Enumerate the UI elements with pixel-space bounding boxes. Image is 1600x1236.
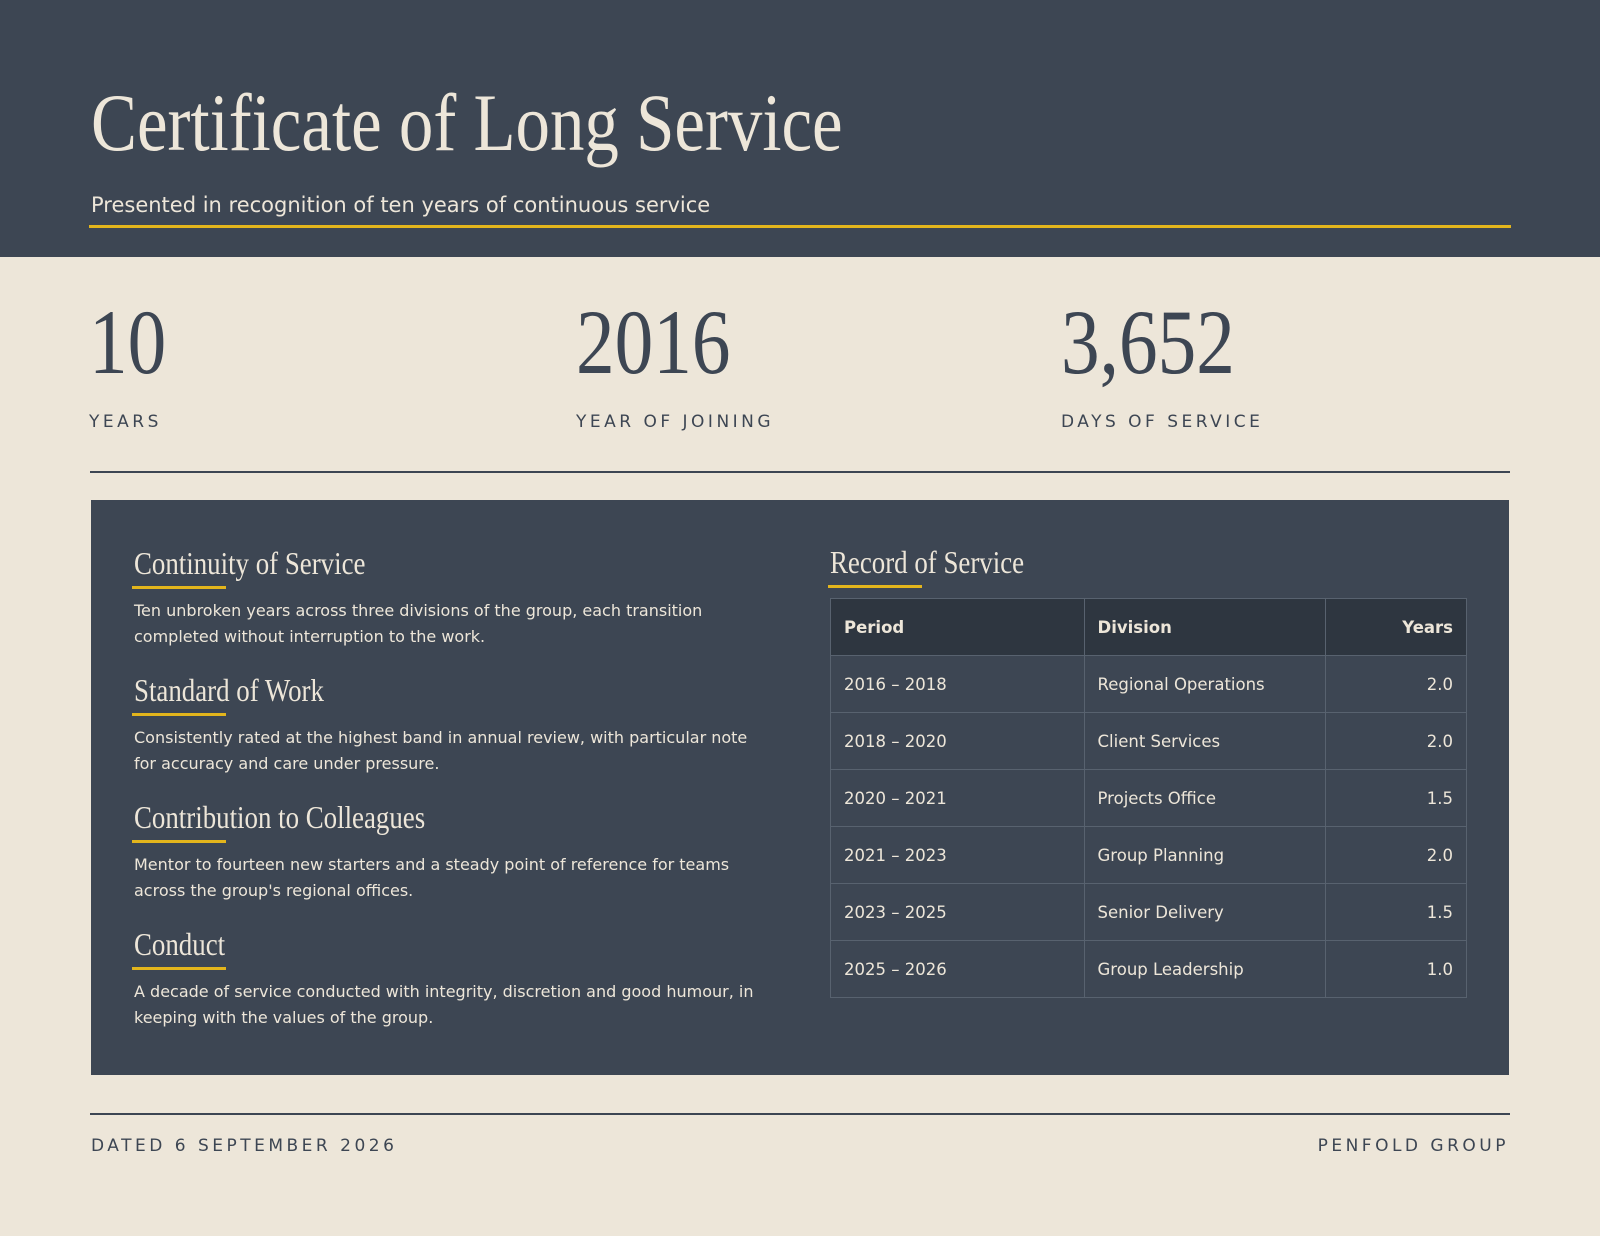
section-heading: Continuity of Service bbox=[134, 545, 366, 581]
service-table bbox=[830, 598, 1467, 998]
years-cell: 1.5 bbox=[1326, 770, 1467, 827]
section-heading: Contribution to Colleagues bbox=[134, 799, 426, 835]
column-header-period: Period bbox=[831, 599, 1085, 656]
division-cell: Group Planning bbox=[1084, 827, 1326, 884]
heading-accent bbox=[132, 840, 226, 843]
period-cell: 2016 – 2018 bbox=[831, 656, 1085, 713]
period-cell: 2023 – 2025 bbox=[831, 884, 1085, 941]
period-cell: 2018 – 2020 bbox=[831, 713, 1085, 770]
section-continuity bbox=[134, 544, 774, 649]
stat-label: DAYS OF SERVICE bbox=[1061, 412, 1264, 432]
section-body: Mentor to fourteen new starters and a steady point of reference for teams across the group's regional offices. bbox=[134, 855, 730, 900]
division-cell: Client Services bbox=[1084, 713, 1326, 770]
section-body: A decade of service conducted with integrity, discretion and good humour, in keeping with the values of the group. bbox=[134, 982, 754, 1027]
period-cell: 2025 – 2026 bbox=[831, 941, 1085, 998]
stat-years bbox=[89, 292, 181, 432]
section-heading: Standard of Work bbox=[134, 672, 324, 708]
division-cell: Regional Operations bbox=[1084, 656, 1326, 713]
certificate-title: Certificate of Long Service bbox=[91, 77, 843, 168]
stat-value: 10 bbox=[89, 291, 167, 393]
footer-divider bbox=[90, 1113, 1510, 1115]
table-row bbox=[831, 770, 1467, 827]
certificate-subtitle: Presented in recognition of ten years of continuous service bbox=[91, 193, 711, 217]
section-body: Ten unbroken years across three divisions of the group, each transition completed without interruption to the work. bbox=[134, 601, 703, 646]
years-cell: 1.5 bbox=[1326, 884, 1467, 941]
stat-label: YEAR OF JOINING bbox=[576, 412, 775, 432]
table-row bbox=[831, 827, 1467, 884]
divider bbox=[90, 471, 1510, 473]
column-header-years: Years bbox=[1326, 599, 1467, 656]
record-of-service bbox=[830, 543, 1467, 998]
certificate-date: DATED 6 SEPTEMBER 2026 bbox=[91, 1136, 398, 1156]
period-cell: 2020 – 2021 bbox=[831, 770, 1085, 827]
division-cell: Senior Delivery bbox=[1084, 884, 1326, 941]
section-body: Consistently rated at the highest band in annual review, with particular note for accuracy and care under pressure. bbox=[134, 728, 748, 773]
years-cell: 2.0 bbox=[1326, 713, 1467, 770]
table-row bbox=[831, 884, 1467, 941]
section-contribution bbox=[134, 798, 774, 903]
years-cell: 2.0 bbox=[1326, 656, 1467, 713]
stat-value: 2016 bbox=[576, 291, 731, 393]
stat-label: YEARS bbox=[89, 412, 162, 432]
division-cell: Group Leadership bbox=[1084, 941, 1326, 998]
header-accent-rule bbox=[89, 225, 1511, 228]
heading-accent bbox=[828, 585, 922, 588]
record-heading: Record of Service bbox=[830, 544, 1025, 580]
table-row bbox=[831, 713, 1467, 770]
heading-accent bbox=[132, 713, 226, 716]
details-panel bbox=[91, 500, 1509, 1075]
column-header-division: Division bbox=[1084, 599, 1326, 656]
years-cell: 1.0 bbox=[1326, 941, 1467, 998]
table-row bbox=[831, 941, 1467, 998]
section-standard-of-work bbox=[134, 671, 774, 776]
stat-days-of-service bbox=[1061, 292, 1268, 432]
table-header-row bbox=[831, 599, 1467, 656]
organization-name: PENFOLD GROUP bbox=[1317, 1136, 1509, 1156]
certificate-header bbox=[0, 0, 1600, 257]
division-cell: Projects Office bbox=[1084, 770, 1326, 827]
table-row bbox=[831, 656, 1467, 713]
section-conduct bbox=[134, 925, 774, 1030]
stat-value: 3,652 bbox=[1061, 291, 1235, 393]
heading-accent bbox=[132, 967, 226, 970]
period-cell: 2021 – 2023 bbox=[831, 827, 1085, 884]
stat-year-of-joining bbox=[576, 292, 774, 432]
section-heading: Conduct bbox=[134, 926, 226, 962]
heading-accent bbox=[132, 586, 226, 589]
years-cell: 2.0 bbox=[1326, 827, 1467, 884]
